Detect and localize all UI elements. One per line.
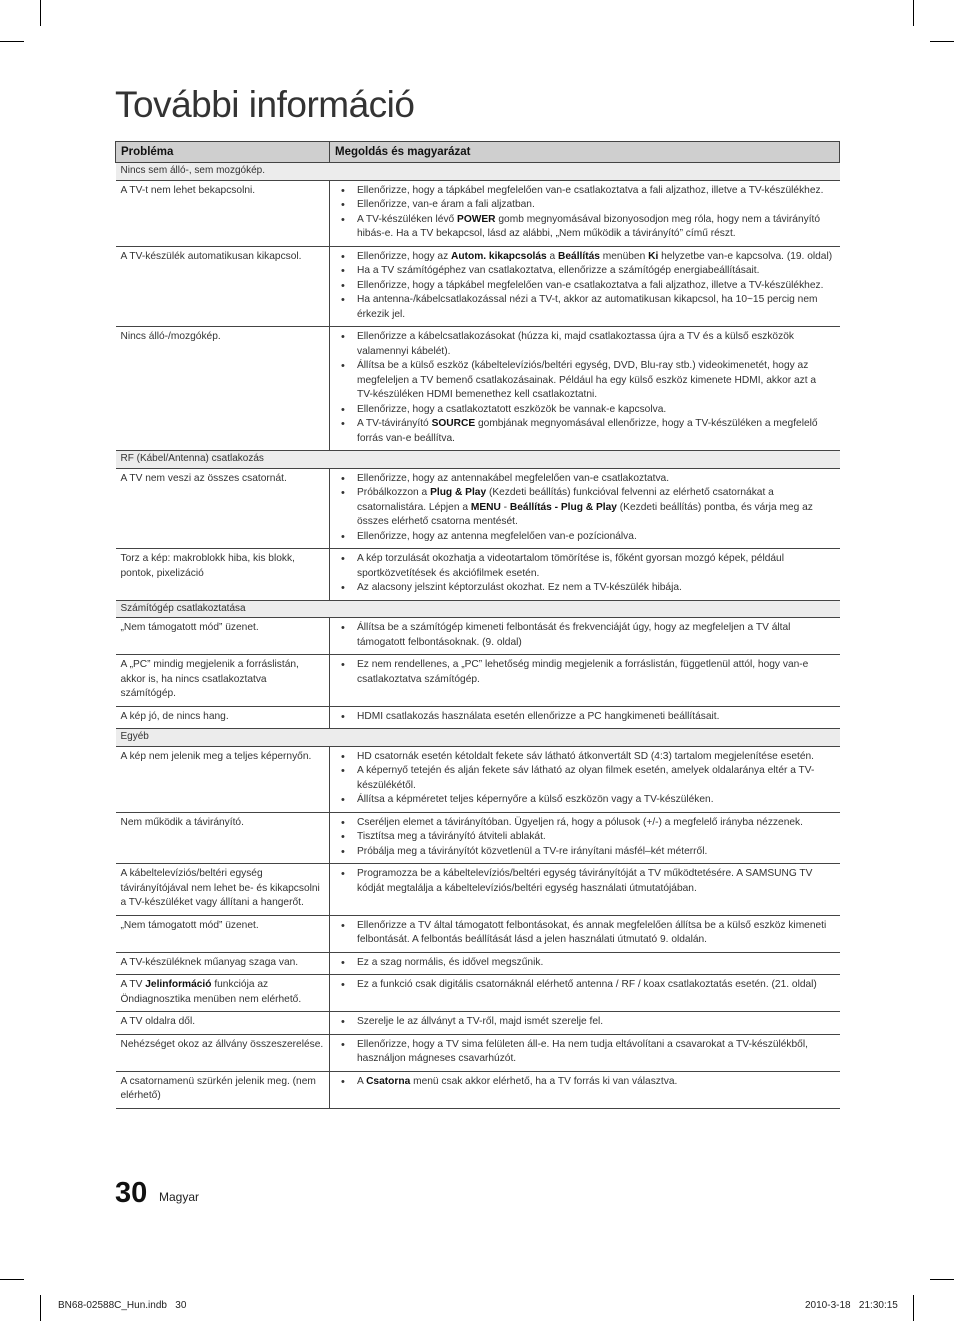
solution-item: • Ellenőrizze, hogy a csatlakoztatott eszközök be vannak-e kapcsolva. [335,403,835,418]
solution-item: • Ha antenna-/kábelcsatlakozással nézi a TV-t, akkor az automatikusan kikapcsol, ha 10~15 percig nem érkezik jel. [335,293,835,322]
solution-item: • A kép torzulását okozhatja a videotartalom tömörítése is, főként gyorsan mozgó képek, például sportközvetítések és akciófilmek esetén. [335,552,835,581]
section-header: Nincs sem álló-, sem mozgókép. [116,163,840,181]
solution-list [335,710,835,725]
solution-cell [330,1034,840,1071]
solution-list [335,1038,835,1067]
table-row [116,618,840,655]
solution-cell [330,746,840,812]
table-row [116,246,840,327]
table-row [116,549,840,601]
section-header-row [116,729,840,747]
solution-list [335,750,835,808]
table-row [116,327,840,451]
solution-item: • Állítsa be a külső eszköz (kábeltelevíziós/beltéri egység, DVD, Blu-ray stb.) videokimenetét, hogy az megfeleljen a TV bemenő csatlakozásainak. Például ha egy külső eszköz kimenete HDMI, akkor azt a TV-készüléken HDMI bemenethez kell csatlakoztatni. [335,359,835,403]
table-row [116,975,840,1012]
solution-item: • Ez a funkció csak digitális csatornáknál elérhető antenna / RF / koax csatlakoztatás esetén. (21. oldal) [335,978,835,993]
solution-list [335,867,835,896]
solution-item: • Szerelje le az állványt a TV-ről, majd ismét szerelje fel. [335,1015,835,1030]
problem-cell: A TV nem veszi az összes csatornát. [116,468,330,549]
solution-list [335,978,835,993]
solution-cell [330,468,840,549]
table-row [116,952,840,975]
solution-cell [330,812,840,864]
solution-item: • Ellenőrizze, hogy az Autom. kikapcsolás a Beállítás menüben Ki helyzetbe van-e kapcsolva. (19. oldal) [335,250,835,265]
problem-cell: Nehézséget okoz az állvány összeszerelése. [116,1034,330,1071]
solution-item: • Ellenőrizze, hogy az antennakábel megfelelően van-e csatlakoztatva. [335,472,835,487]
solution-list [335,621,835,650]
problem-cell: A kép jó, de nincs hang. [116,706,330,729]
solution-list [335,1075,835,1090]
solution-item: • Ellenőrizze a TV által támogatott felbontásokat, és annak megfelelően állítsa be a külső eszköz kimeneti felbontását. A felbontás beállítását lásd a jelen használati útmutató 9. oldalán. [335,919,835,948]
page-number: 30 [115,1177,148,1209]
solution-item: • A TV-távirányító SOURCE gombjának megnyomásával ellenőrizze, hogy a TV-készüléken a megfelelő forrás van-e beállítva. [335,417,835,446]
solution-item: • Ez a szag normális, és idővel megszűnik. [335,956,835,971]
solution-cell [330,1071,840,1108]
crop-mark [0,1279,24,1280]
problem-cell: A TV-t nem lehet bekapcsolni. [116,180,330,246]
solution-cell [330,180,840,246]
solution-item: • Az alacsony jelszint képtorzulást okozhat. Ez nem a TV-készülék hibája. [335,581,835,596]
solution-cell [330,655,840,707]
problem-cell: A „PC” mindig megjelenik a forráslistán, akkor is, ha nincs csatlakoztatva számítógép. [116,655,330,707]
problem-cell: A kábeltelevíziós/beltéri egység távirányítójával nem lehet be- és kikapcsolni a TV-készüléket vagy állítani a hangerőt. [116,864,330,916]
table-row [116,746,840,812]
solution-list [335,919,835,948]
table-row [116,1034,840,1071]
table-body [116,163,840,1109]
solution-cell [330,246,840,327]
problem-cell: A TV oldalra dől. [116,1012,330,1035]
crop-mark [40,1295,41,1321]
problem-cell: „Nem támogatott mód” üzenet. [116,618,330,655]
section-header: Egyéb [116,729,840,747]
crop-mark [930,41,954,42]
table-row [116,1012,840,1035]
solution-list [335,658,835,687]
page-title: További információ [115,84,415,125]
problem-cell: A TV-készülék automatikusan kikapcsol. [116,246,330,327]
solution-item: • Ellenőrizze, hogy a TV sima felületen áll-e. Ha nem tudja eltávolítani a csavarokat a TV-készülékből, használjon mágneses csavarhúzót. [335,1038,835,1067]
table-row [116,706,840,729]
solution-cell [330,915,840,952]
table-row [116,812,840,864]
table-row [116,864,840,916]
table-row [116,1071,840,1108]
problem-cell: Nincs álló-/mozgókép. [116,327,330,451]
solution-item: • Állítsa a képméretet teljes képernyőre a külső eszközön vagy a TV-készüléken. [335,793,835,808]
problem-cell: A kép nem jelenik meg a teljes képernyőn. [116,746,330,812]
problem-cell: Nem működik a távirányító. [116,812,330,864]
section-header: RF (Kábel/Antenna) csatlakozás [116,451,840,469]
solution-item: • A TV-készüléken lévő POWER gomb megnyomásával bizonyosodjon meg róla, hogy nem a távirányító hibás-e. Ha a TV bekapcsol, lásd az alábbi, „Nem működik a távirányító” című részt. [335,213,835,242]
solution-item: • HD csatornák esetén kétoldalt fekete sáv látható átkonvertált SD (4:3) tartalom megjelenítése esetén. [335,750,835,765]
crop-mark [930,1279,954,1280]
table-header-row [116,142,840,163]
solution-item: • Tisztítsa meg a távirányító átviteli ablakát. [335,830,835,845]
solution-list [335,330,835,446]
solution-item: • Ellenőrizze, hogy a tápkábel megfelelően van-e csatlakoztatva a fali aljzathoz, illetve a TV-készülékhez. [335,184,835,199]
solution-cell [330,327,840,451]
section-header-row [116,600,840,618]
solution-cell [330,952,840,975]
solution-item: • Ellenőrizze, van-e áram a fali aljzatban. [335,198,835,213]
solution-item: • Programozza be a kábeltelevíziós/beltéri egység távirányítóját a TV működtetésére. A SAMSUNG TV kódját megtalálja a kábeltelevíziós/beltéri egység használati útmutatójában. [335,867,835,896]
problem-cell: A TV-készüléknek műanyag szaga van. [116,952,330,975]
footer-timestamp: 2010-3-18 21:30:15 [805,1300,898,1311]
solution-item: • Ha a TV számítógéphez van csatlakoztatva, ellenőrizze a számítógép energiabeállításait. [335,264,835,279]
table-row [116,468,840,549]
solution-list [335,472,835,545]
solution-list [335,1015,835,1030]
crop-mark [913,1295,914,1321]
solution-list [335,184,835,242]
table-row [116,655,840,707]
solution-list [335,552,835,596]
solution-item: • Próbálkozzon a Plug & Play (Kezdeti beállítás) funkcióval felvenni az elérhető csatornákat a csatornalistára. Lépjen a MENU - Beállítás - Plug & Play (Kezdeti beállítás) pontba, és várja meg az összes elérhető csatorna mentését. [335,486,835,530]
column-header-solution: Megoldás és magyarázat [330,142,840,163]
solution-cell [330,1012,840,1035]
solution-item: • Ellenőrizze, hogy a tápkábel megfelelően van-e csatlakoztatva a fali aljzathoz, illetve a TV-készülékhez. [335,279,835,294]
solution-list [335,816,835,860]
solution-item: • A képernyő tetején és alján fekete sáv látható az olyan filmek esetén, amelyek oldalaránya eltér a TV-készülékétől. [335,764,835,793]
solution-item: • Ellenőrizze, hogy az antenna megfelelően van-e pozícionálva. [335,530,835,545]
section-header-row [116,451,840,469]
page-language: Magyar [159,1190,200,1204]
troubleshooting-table [115,141,840,1109]
solution-list [335,956,835,971]
solution-item: • Próbálja meg a távirányítót közvetlenül a TV-re irányítani másfél–két méterről. [335,845,835,860]
solution-item: • Ez nem rendellenes, a „PC” lehetőség mindig megjelenik a forráslistán, függetlenül attól, hogy van-e csatlakoztatva számítógép. [335,658,835,687]
section-header-row [116,163,840,181]
solution-item: • A Csatorna menü csak akkor elérhető, ha a TV forrás ki van választva. [335,1075,835,1090]
table-row [116,180,840,246]
solution-cell [330,618,840,655]
column-header-problem: Probléma [116,142,330,163]
solution-list [335,250,835,323]
crop-mark [40,0,41,26]
problem-cell: A csatornamenü szürkén jelenik meg. (nem elérhető) [116,1071,330,1108]
footer-file-name: BN68-02588C_Hun.indb 30 [58,1300,187,1311]
problem-cell: A TV Jelinformáció funkciója az Öndiagnosztika menüben nem elérhető. [116,975,330,1012]
solution-cell [330,549,840,601]
problem-cell: „Nem támogatott mód” üzenet. [116,915,330,952]
solution-item: • Ellenőrizze a kábelcsatlakozásokat (húzza ki, majd csatlakoztassa újra a TV és a külső eszközök valamennyi kábelét). [335,330,835,359]
solution-cell [330,975,840,1012]
crop-mark [0,41,24,42]
solution-item: • Állítsa be a számítógép kimeneti felbontását és frekvenciáját úgy, hogy az megfeleljen a TV által támogatott felbontásoknak. (9. oldal) [335,621,835,650]
solution-item: • Cseréljen elemet a távirányítóban. Ügyeljen rá, hogy a pólusok (+/-) a megfelelő irányba nézzenek. [335,816,835,831]
problem-cell: Torz a kép: makroblokk hiba, kis blokk, pontok, pixelizáció [116,549,330,601]
section-header: Számítógép csatlakoztatása [116,600,840,618]
solution-item: • HDMI csatlakozás használata esetén ellenőrizze a PC hangkimeneti beállításait. [335,710,835,725]
solution-cell [330,864,840,916]
crop-mark [913,0,914,26]
solution-cell [330,706,840,729]
table-row [116,915,840,952]
